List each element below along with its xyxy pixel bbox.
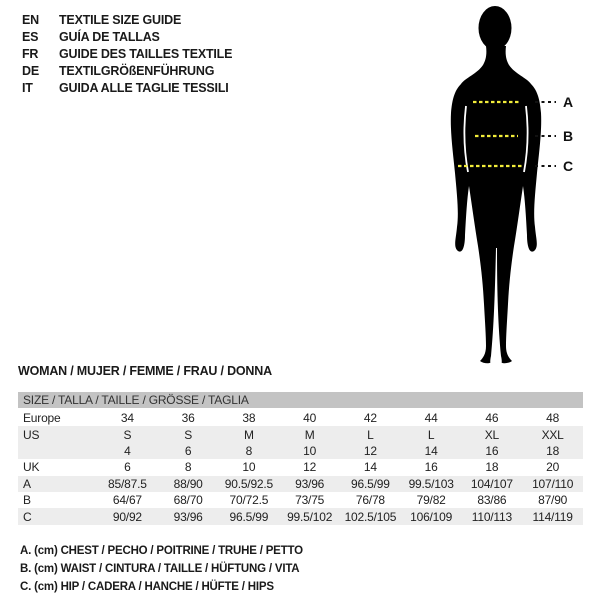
- table-cell: 40: [303, 411, 317, 426]
- row-label: US: [23, 427, 40, 442]
- table-cell: 34: [120, 411, 134, 426]
- gender-heading: WOMAN / MUJER / FEMME / FRAU / DONNA: [18, 364, 272, 378]
- table-cell: 93/96: [295, 476, 325, 491]
- table-cell: 99.5/102: [287, 509, 333, 524]
- table-row: [18, 476, 583, 492]
- table-cell: L: [427, 427, 435, 442]
- language-code: DE: [22, 63, 39, 78]
- language-label: TEXTILE SIZE GUIDE: [59, 12, 182, 27]
- table-cell: 96.5/99: [229, 509, 269, 524]
- language-list: [22, 11, 232, 96]
- table-cell: 16: [485, 443, 499, 458]
- table-cell: 4: [124, 443, 131, 458]
- table-cell: 93/96: [173, 509, 203, 524]
- measure-label-c: C: [563, 158, 574, 174]
- row-label: B: [23, 493, 31, 508]
- language-row-es: [22, 28, 232, 45]
- table-cell: 20: [546, 460, 560, 475]
- language-code: ES: [22, 29, 39, 44]
- table-cell: 104/107: [470, 476, 513, 491]
- table-cell: 99.5/103: [408, 476, 454, 491]
- language-code: IT: [22, 80, 33, 95]
- row-label: Europe: [23, 411, 61, 426]
- language-label: GUIDE DES TAILLES TEXTILE: [59, 46, 233, 61]
- language-label: GUÍA DE TALLAS: [59, 29, 160, 44]
- table-cell: 12: [303, 460, 317, 475]
- table-cell: 88/90: [173, 476, 203, 491]
- table-cell: L: [367, 427, 374, 442]
- language-row-en: [22, 11, 232, 28]
- measure-label-a: A: [563, 94, 574, 110]
- table-cell: 46: [485, 411, 499, 426]
- table-cell: 106/109: [410, 509, 453, 524]
- table-cell: S: [184, 427, 193, 442]
- table-cell: 18: [546, 443, 560, 458]
- table-row: [18, 426, 583, 442]
- table-row: [18, 459, 583, 475]
- language-code: EN: [22, 12, 39, 27]
- row-label: UK: [23, 460, 40, 475]
- table-cell: M: [304, 427, 315, 442]
- language-code: FR: [22, 46, 39, 61]
- table-cell: 102.5/105: [344, 509, 397, 524]
- table-cell: 107/110: [532, 476, 574, 491]
- table-cell: 70/72.5: [229, 493, 269, 508]
- table-cell: XXL: [541, 427, 564, 442]
- table-cell: 12: [363, 443, 377, 458]
- table-cell: 73/75: [295, 493, 325, 508]
- table-cell: 64/67: [112, 493, 142, 508]
- woman-silhouette: [420, 0, 600, 368]
- table-cell: 14: [424, 443, 438, 458]
- table-cell: 18: [485, 460, 499, 475]
- table-cell: 68/70: [173, 493, 203, 508]
- table-row: [18, 443, 583, 459]
- table-cell: S: [123, 427, 132, 442]
- table-cell: 44: [424, 411, 438, 426]
- table-cell: 90/92: [112, 509, 142, 524]
- table-cell: 10: [303, 443, 317, 458]
- table-cell: 90.5/92.5: [224, 476, 273, 491]
- table-cell: 14: [363, 460, 377, 475]
- language-label: GUIDA ALLE TAGLIE TESSILI: [59, 80, 229, 95]
- language-row-de: [22, 62, 232, 79]
- table-cell: 16: [424, 460, 438, 475]
- table-cell: 87/90: [538, 493, 568, 508]
- table-row: [18, 492, 583, 508]
- table-cell: 114/119: [532, 509, 573, 524]
- language-row-fr: [22, 45, 232, 62]
- table-row: [18, 410, 583, 426]
- size-table: [18, 392, 583, 525]
- legend-line-hip: C. (cm) HIP / CADERA / HANCHE / HÜFTE / HIPS: [20, 581, 274, 593]
- table-cell: 38: [242, 411, 256, 426]
- table-row: [18, 508, 583, 524]
- table-cell: 8: [245, 443, 253, 458]
- row-label: A: [23, 476, 31, 491]
- language-label: TEXTILGRÖßENFÜHRUNG: [59, 63, 215, 78]
- legend-line-chest: A. (cm) CHEST / PECHO / POITRINE / TRUHE / PETTO: [20, 545, 303, 557]
- table-cell: 79/82: [416, 493, 446, 508]
- table-cell: M: [243, 427, 254, 442]
- silhouette-head: [479, 6, 512, 50]
- table-cell: 83/86: [477, 493, 507, 508]
- table-cell: 48: [546, 411, 560, 426]
- table-cell: 96.5/99: [351, 476, 390, 491]
- table-cell: 8: [184, 460, 192, 475]
- size-table-body: [18, 410, 583, 525]
- table-cell: 85/87.5: [108, 476, 147, 491]
- legend-line-waist: B. (cm) WAIST / CINTURA / TAILLE / HÜFTUNG / VITA: [20, 563, 300, 575]
- table-cell: 6: [184, 443, 192, 458]
- table-cell: 6: [124, 460, 131, 475]
- row-label: C: [23, 509, 32, 524]
- table-cell: 36: [181, 411, 195, 426]
- table-cell: 10: [242, 460, 256, 475]
- table-cell: 110/113: [471, 509, 512, 524]
- measurement-legend: [20, 542, 303, 596]
- measure-label-b: B: [563, 128, 574, 144]
- table-cell: 42: [363, 411, 377, 426]
- language-row-it: [22, 79, 232, 96]
- table-cell: 76/78: [355, 493, 385, 508]
- table-cell: XL: [484, 427, 500, 442]
- size-table-header: SIZE / TALLA / TAILLE / GRÖSSE / TAGLIA: [18, 392, 583, 408]
